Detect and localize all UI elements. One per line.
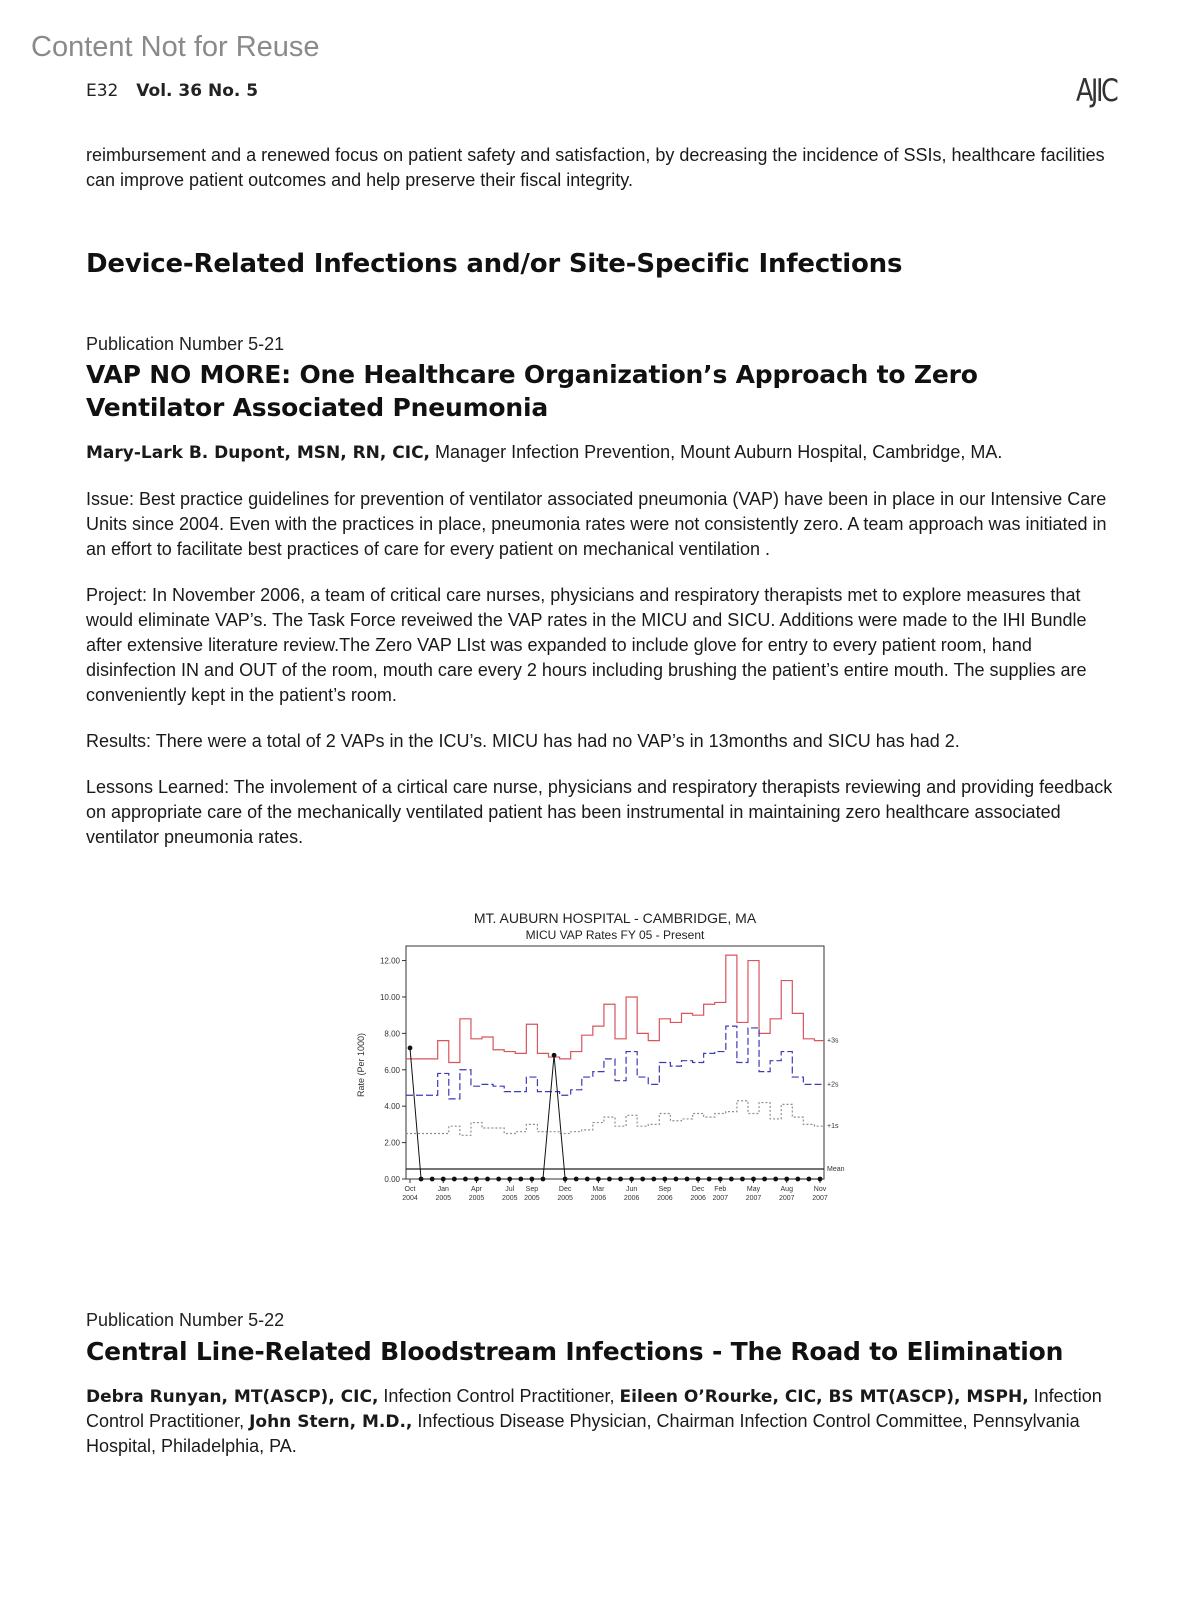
x-tick-year: 2006 — [623, 1195, 640, 1202]
volume-issue: Vol. 36 No. 5 — [136, 81, 259, 101]
y-tick-label: 4.00 — [384, 1102, 400, 1112]
y-tick-label: 6.00 — [384, 1065, 400, 1075]
rate-point — [574, 1177, 579, 1182]
article-5-22 — [86, 1310, 1126, 1458]
rate-point — [751, 1177, 756, 1182]
intro-paragraph: reimbursement and a renewed focus on patient safety and satisfaction, by decreasing the incidence of SSIs, healthcare facilities can improve patient outcomes and help preserve their fiscal integrity. — [86, 145, 1105, 190]
x-tick-year: 2004 — [402, 1195, 418, 1202]
rate-point — [629, 1177, 634, 1182]
rate-point — [795, 1177, 800, 1182]
rate-point — [651, 1177, 656, 1182]
publication-number: Publication Number 5-22 — [86, 1310, 285, 1330]
x-tick-year: 2005 — [557, 1195, 573, 1202]
article-title-line2: Ventilator Associated Pneumonia — [86, 393, 549, 422]
rate-point — [685, 1177, 690, 1182]
x-tick-year: 2007 — [812, 1195, 828, 1202]
y-tick-label: 10.00 — [379, 992, 400, 1002]
label-plus3s: +3s — [827, 1037, 839, 1045]
lessons-paragraph: Lessons Learned: The involement of a cirtical care nurse, physicians and respiratory therapists reviewing and providing feedback on appropriate care of the mechanically ventilated patient has been instrumental in maintaining zero healthcare associated ventilator pneumonia rates. — [86, 777, 1113, 847]
rate-point — [740, 1177, 745, 1182]
article-5-21 — [86, 334, 1126, 850]
results-paragraph: Results: There were a total of 2 VAPs in the ICU’s. MICU has had no VAP’s in 13months and SICU has had 2. — [86, 731, 960, 751]
project-paragraph: Project: In November 2006, a team of critical care nurses, physicians and respiratory therapists met to explore measures that would eliminate VAP’s. The Task Force reveiwed the VAP rates in the MICU and SICU. Additions were made to the IHI Bundle after extensive literature review.The Zero VAP LIst was expanded to include glove for entry to every patient room, hand disinfection IN and OUT of the room, mouth care every 2 hours including brushing the patient’s entire mouth. The supplies are conveniently kept in the patient’s room. — [86, 585, 1087, 705]
x-tick-month: Dec — [558, 1186, 572, 1193]
rate-point — [552, 1053, 557, 1058]
author-line — [86, 1384, 1126, 1458]
running-header — [86, 81, 258, 101]
y-tick-label: 12.00 — [379, 956, 400, 966]
rate-point — [773, 1177, 778, 1182]
x-tick-month: May — [746, 1186, 761, 1193]
series-plus3s-line — [406, 955, 824, 1062]
series-plus1s-line — [406, 1101, 824, 1136]
x-axis-ticks — [402, 1179, 828, 1202]
y-tick-label: 2.00 — [384, 1138, 400, 1148]
author-name: Mary-Lark B. Dupont, MSN, RN, CIC, — [86, 443, 431, 463]
rate-point — [674, 1177, 679, 1182]
rate-point — [585, 1177, 590, 1182]
x-tick-month: Sep — [525, 1186, 539, 1193]
x-tick-month: Nov — [813, 1186, 827, 1193]
rate-point — [762, 1177, 767, 1182]
watermark: Content Not for Reuse — [31, 31, 320, 63]
rate-point — [696, 1177, 701, 1182]
rate-point — [485, 1177, 490, 1182]
y-tick-label: 0.00 — [384, 1175, 400, 1184]
x-tick-month: Aug — [780, 1186, 793, 1193]
label-plus1s: +1s — [827, 1123, 839, 1131]
x-tick-month: Mar — [592, 1186, 605, 1193]
rate-point — [463, 1177, 468, 1182]
rate-point — [441, 1177, 446, 1182]
x-tick-year: 2006 — [690, 1195, 706, 1202]
rate-point — [718, 1177, 723, 1182]
x-tick-year: 2007 — [745, 1195, 762, 1202]
rate-point — [474, 1177, 479, 1182]
rate-point — [496, 1177, 501, 1182]
publication-number: Publication Number 5-21 — [86, 334, 285, 354]
x-tick-year: 2005 — [524, 1195, 540, 1202]
rate-point — [563, 1177, 568, 1182]
x-tick-month: Apr — [471, 1186, 482, 1193]
section-header — [86, 249, 1126, 279]
rate-point — [618, 1177, 623, 1182]
y-axis-ticks — [380, 957, 406, 1184]
rate-point — [541, 1177, 546, 1182]
author-role-2: Infection Control Practitioner, — [86, 1386, 1102, 1431]
rate-point — [640, 1177, 645, 1182]
chart-subtitle: MICU VAP Rates FY 05 - Present — [525, 928, 705, 942]
y-tick-label: 8.00 — [384, 1029, 400, 1039]
rate-point — [729, 1177, 734, 1182]
author-name-2: Eileen O’Rourke, CIC, BS MT(ASCP), MSPH, — [619, 1387, 1029, 1407]
x-tick-year: 2005 — [435, 1195, 452, 1202]
x-tick-year: 2005 — [468, 1195, 485, 1202]
rate-point — [818, 1177, 823, 1182]
journal-logo: AJIC — [1076, 73, 1117, 109]
x-tick-month: Jun — [625, 1186, 638, 1193]
x-tick-month: Oct — [404, 1186, 416, 1193]
rate-point — [707, 1177, 712, 1182]
rate-point — [507, 1177, 512, 1182]
issue-paragraph: Issue: Best practice guidelines for prevention of ventilator associated pneumonia (VAP) have been in place in our Intensive Care Units since 2004. Even with the practices in place, pneumonia rates were not consistently zero. A team approach was initiated in an effort to facilitate best practices of care for every patient on mechanical ventilation . — [86, 489, 1107, 559]
article-title-line1: VAP NO MORE: One Healthcare Organization’s Approach to Zero — [86, 360, 978, 389]
rate-point — [607, 1177, 612, 1182]
author-name-3: John Stern, M.D., — [249, 1412, 413, 1432]
plot-frame — [406, 946, 824, 1179]
series-rate-line — [410, 1048, 820, 1179]
x-tick-year: 2006 — [657, 1195, 673, 1202]
x-tick-month: Jul — [505, 1186, 515, 1193]
y-axis-label: Rate (Per 1000) — [356, 1032, 366, 1098]
x-tick-year: 2007 — [778, 1195, 795, 1202]
x-tick-year: 2005 — [501, 1195, 518, 1202]
author-role-1: Infection Control Practitioner, — [378, 1386, 620, 1406]
x-tick-month: Dec — [691, 1186, 705, 1193]
author-role-3: Infectious Disease Physician, Chairman Infection Control Committee, Pennsylvania Hospital, Philadelphia, PA. — [86, 1411, 1080, 1456]
page-number: E32 — [86, 81, 119, 101]
rate-point — [452, 1177, 457, 1182]
article-title — [86, 358, 1126, 424]
rate-point — [807, 1177, 812, 1182]
rate-point — [518, 1177, 523, 1182]
label-mean: Mean — [827, 1165, 845, 1173]
rate-point — [529, 1177, 534, 1182]
rate-point — [430, 1177, 435, 1182]
x-tick-year: 2007 — [712, 1195, 729, 1202]
rate-point — [662, 1177, 667, 1182]
rate-markers — [408, 1046, 823, 1182]
section-title: Device-Related Infections and/or Site-Specific Infections — [86, 249, 903, 279]
chart-title: MT. AUBURN HOSPITAL - CAMBRIDGE, MA — [473, 910, 757, 926]
author-name-1: Debra Runyan, MT(ASCP), CIC, — [86, 1387, 379, 1407]
article-title: Central Line-Related Bloodstream Infections - The Road to Elimination — [86, 1337, 1064, 1366]
x-tick-month: Feb — [714, 1186, 727, 1193]
rate-point — [408, 1046, 413, 1051]
x-tick-month: Jan — [437, 1186, 449, 1193]
x-tick-year: 2006 — [590, 1195, 607, 1202]
label-plus2s: +2s — [827, 1081, 839, 1089]
author-line — [86, 440, 1126, 465]
rate-point — [596, 1177, 601, 1182]
x-tick-month: Sep — [658, 1186, 672, 1193]
author-affiliation: Manager Infection Prevention, Mount Auburn Hospital, Cambridge, MA. — [430, 442, 1003, 462]
intro-block — [86, 143, 1126, 193]
rate-point — [419, 1177, 424, 1182]
rate-point — [784, 1177, 789, 1182]
series-plus2s-line — [406, 1026, 824, 1099]
